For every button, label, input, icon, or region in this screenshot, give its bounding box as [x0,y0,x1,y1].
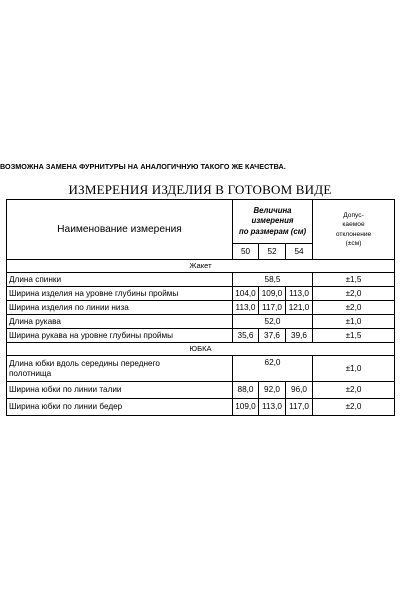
size-50: 50 [233,244,259,260]
row-tolerance: ±2,0 [313,382,395,399]
row-value-size-52: 109,0 [259,287,286,301]
table-row [7,301,395,315]
table-row [7,356,395,382]
row-name: Длина рукава [7,315,233,329]
row-value-size-54: 121,0 [286,301,313,315]
table-row [7,329,395,343]
row-value-size-50: 109,0 [233,399,259,416]
header-measurement-name: Наименование измерения [7,200,233,260]
row-value-size-54: 117,0 [286,399,313,416]
row-value-size-54: 39,6 [286,329,313,343]
section-row-skirt [7,343,395,356]
row-tolerance: ±2,0 [313,301,395,315]
size-52: 52 [259,244,286,260]
section-row-jacket [7,260,395,273]
row-name: Ширина изделия по линии низа [7,301,233,315]
row-name: Ширина рукава на уровне глубины проймы [7,329,233,343]
table-header-row [7,200,395,244]
header-tolerance-line2: каемое [342,221,365,229]
row-name [7,356,233,382]
row-value-size-54: 113,0 [286,287,313,301]
row-value-size-50: 35,6 [233,329,259,343]
row-tolerance: ±1,5 [313,329,395,343]
row-value-size-50: 113,0 [233,301,259,315]
row-name: Ширина юбки по линии бедер [7,399,233,416]
section-title-jacket: Жакет [7,260,395,273]
document-title: ИЗМЕРЕНИЯ ИЗДЕЛИЯ В ГОТОВОМ ВИДЕ [68,182,332,197]
table-row [7,287,395,301]
row-value-all-sizes: 62,0 [233,356,313,382]
table-row [7,382,395,399]
header-measurement-value-line2: по размерам (см) [238,226,307,236]
row-value-size-52: 37,6 [259,329,286,343]
row-tolerance: ±1,5 [313,273,395,287]
row-value-size-54: 96,0 [286,382,313,399]
row-name-line2: полотнища [9,368,52,378]
row-value-all-sizes: 52,0 [233,315,313,329]
size-54: 54 [286,244,313,260]
row-value-size-52: 117,0 [259,301,286,315]
row-value-size-50: 104,0 [233,287,259,301]
row-value-size-52: 92,0 [259,382,286,399]
row-tolerance: ±2,0 [313,287,395,301]
measurements-table [6,199,395,416]
row-name-line1: Длина юбки вдоль середины переднего [9,359,160,369]
row-tolerance: ±2,0 [313,399,395,416]
header-tolerance-line4: (±см) [345,239,362,247]
table-row [7,399,395,416]
row-name: Длина спинки [7,273,233,287]
header-tolerance-line1: Допус- [343,212,364,220]
header-measurement-value [233,200,313,244]
header-tolerance [313,200,395,260]
header-measurement-value-line1: Величина измерения [251,205,294,226]
header-tolerance-line3: отклонение [335,230,372,238]
section-title-skirt: ЮБКА [7,343,395,356]
row-tolerance: ±1,0 [313,315,395,329]
row-name: Ширина юбки по линии талии [7,382,233,399]
row-tolerance: ±1,0 [313,356,395,382]
row-value-size-52: 113,0 [259,399,286,416]
table-row [7,273,395,287]
table-row [7,315,395,329]
row-value-size-50: 88,0 [233,382,259,399]
row-value-all-sizes: 58,5 [233,273,313,287]
row-name: Ширина изделия на уровне глубины проймы [7,287,233,301]
fittings-replacement-notice: ВОЗМОЖНА ЗАМЕНА ФУРНИТУРЫ НА АНАЛОГИЧНУЮ ТАКОГО ЖЕ КАЧЕСТВА. [0,162,286,171]
